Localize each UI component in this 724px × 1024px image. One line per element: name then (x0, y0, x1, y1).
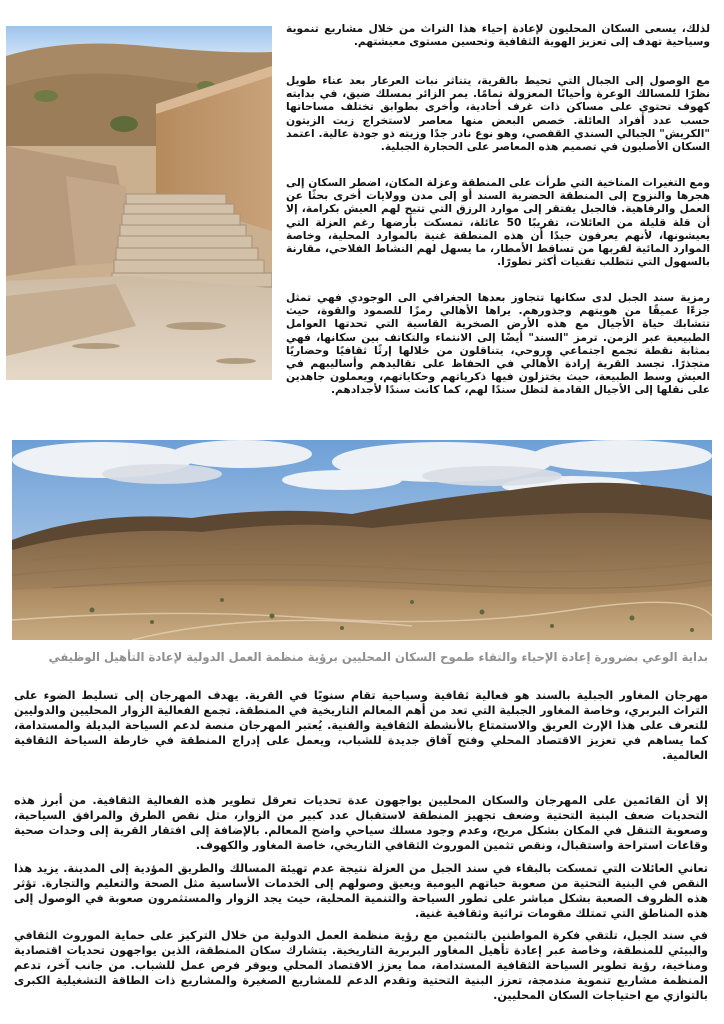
photo-caption: بداية الوعي بضرورة إعادة الإحياء والتقاء طموح السكان المحليين برؤية منظمة العمل الدولية لإعادة التأهيل الوظيفي (48, 650, 708, 664)
paragraph-isolation: تعاني العائلات التي تمسكت بالبقاء في سند الجبل من العزلة نتيجة عدم تهيئة المسالك والطريق المؤدية إلى المدينة. يزيد هذا النقص في البنية التحتية من صعوبة حياتهم اليومية ويعيق وصولهم إلى الخدمات الأساسية مثل الصحة والتعليم والتجارة. تؤثر هذه الظروف الصعبة بشكل مباشر على تطور السياحة والتنمية المحلية، حيث يجد الزوار والمستثمرون صعوبة في الوصول إلى هذه المناطق التي تمتلك مقومات تراثية وثقافية غنية. (14, 862, 708, 920)
paragraph-climate-migration: ومع التغيرات المناخية التي طرأت على المنطقة وعزلة المكان، اضطر السكان إلى هجرها والنزوح إلى المنطقة الحضرية السند أو إلى مدن وولايات أخرى بحثًا عن العمل والرفاهية. فالجبل يفتقر إلى موارد الرزق التي تتيح لهم العيش بكرامة، إلا أن قلة قليلة من العائلات، تقريبًا 50 عائلة، تمسكت بأرضها رغم العزلة التي يعيشونها، لأنهم يعرفون جيدًا أن هذه المنطقة غنية بالموارد المحلية، وخاصة الموارد المائية لقربها من تساقط الأمطار، ما يسهل لهم النشاط الفلاحي، مقارنة بالسهول التي تتطلب تقنيات أكثر تطورًا. (286, 176, 710, 269)
paragraph-caves-olive-presses: مع الوصول إلى الجبال التي تحيط بالقرية، يتناثر نبات العرعار بعد عناء طويل نظرًا للمسالك الوعرة وأحيانًا المعزولة تمامًا. يمر الزائر بمسلك ضيق، في بدايته كهوف تحتوي على مساكن ذات غرف أحادية، وأخرى بطوابق تختلف مساحاتها حسب عدد أفراد العائلة. خصص البعض منها معاصر لاستخراج زيت الزيتون "الكريش" الجبالي السندي القفصي، وهو نوع نادر جدًا وزيته ذو جودة عالية. اعتمد السكان الأصليون في تصميم هذه المعاصر على الحجارة الجبلية. (286, 74, 710, 154)
stairs-photo (6, 26, 272, 380)
paragraph-festival: مهرجان المغاور الجبلية بالسند هو فعالية ثقافية وسياحية تقام سنويًا في القرية. يهدف المهرجان إلى تسليط الضوء على التراث البربري، وخاصة المغاور الجبلية التي تعد من أهم المعالم التاريخية في المنطقة. تجمع الفعالية الزوار المحليين والدوليين للتعرف على هذا الإرث العريق والاستمتاع بالأنشطة الثقافية والفنية. يُعتبر المهرجان منصة لدعم السياحة البديلة والمستدامة، كما يساهم في تعزيز الاقتصاد المحلي وفتح آفاق جديدة للشباب، ويعمل على إدراج المنطقة في خارطة السياحة الثقافية العالمية. (14, 689, 708, 762)
paragraph-symbolism: رمزية سند الجبل لدى سكانها تتجاوز بعدها الجغرافي الى الوجودي فهي تمثل جزءًا عميقًا من هويتهم وجذورهم. يراها الأهالي رمزًا للصمود والقوة، حيث تتشابك حياة الأجيال مع هذه الأرض الصخرية القاسية التي تحدتها العوامل الطبيعية عبر الزمن. ترمز "السند" أيضًا إلى الانتماء والتكاتف بين سكانها، فهي بمثابة نقطة تجمع اجتماعي وروحي، يتناقلون من خلالها إرثًا ثقافيًا وحضاريًا متجذرًا. تجسد القرية إرادة الأهالي في الحفاظ على تقاليدهم وأساليبهم في العيش وسط الطبيعة، حيث يختزلون فيها ذكرياتهم وحكاياتهم، ويعملون جاهدين على نقلها إلى الأجيال القادمة لتظل سندًا لهم، كما كانت سندًا لأجدادهم. (286, 291, 710, 397)
mountain-landscape-photo (12, 440, 712, 640)
paragraph-ilo-vision: في سند الجبل، تلتقي فكرة المواطنين بالتثمين مع رؤية منظمة العمل الدولية من خلال التركيز على حماية الموروث الثقافي والبيئي للمنطقة، وخاصة عبر إعادة تأهيل المغاور البربرية التاريخية. يتشارك سكان المنطقة، الذين يواجهون تحديات اقتصادية ومناخية، رؤية تطوير السياحة الثقافية المستدامة، مما يعزز الاقتصاد المحلي ويوفر فرص عمل للشباب. من جانب آخر، تدعم المنظمة مشاريع تنموية مندمجة، تعزز البنية التحتية وتقدم الدعم للمشاريع الصغيرة والمشاريع ذات الطاقة التشغيلية الكبرى بالتوازي مع احتياجات السكان المحليين. (14, 929, 708, 1002)
intro-paragraph: لذلك، يسعى السكان المحليون لإعادة إحياء هذا التراث من خلال مشاريع تنموية وسياحية تهدف إلى تعزيز الهوية الثقافية وتحسين مستوى معيشتهم. (286, 22, 710, 49)
paragraph-challenges: إلا أن القائمين على المهرجان والسكان المحليين يواجهون عدة تحديات تعرقل تطوير هذه الفعالية الثقافية. من أبرز هذه التحديات ضعف البنية التحتية وضعف تجهيز المنطقة لاستقبال عدد كبير من الزوار، مثل نقص الطرق والمرافق السياحية، وصعوبة التنقل في المكان بشكل مريح، وعدم وجود مسلك سياحي واضح المعالم. بالإضافة إلى افتقار القرية إلى وحدات صحية وقاعات استراحة واستقبال، ونقص تثمين الموروث الثقافي التاريخي، خاصة المغاور والكهوف. (14, 794, 708, 852)
